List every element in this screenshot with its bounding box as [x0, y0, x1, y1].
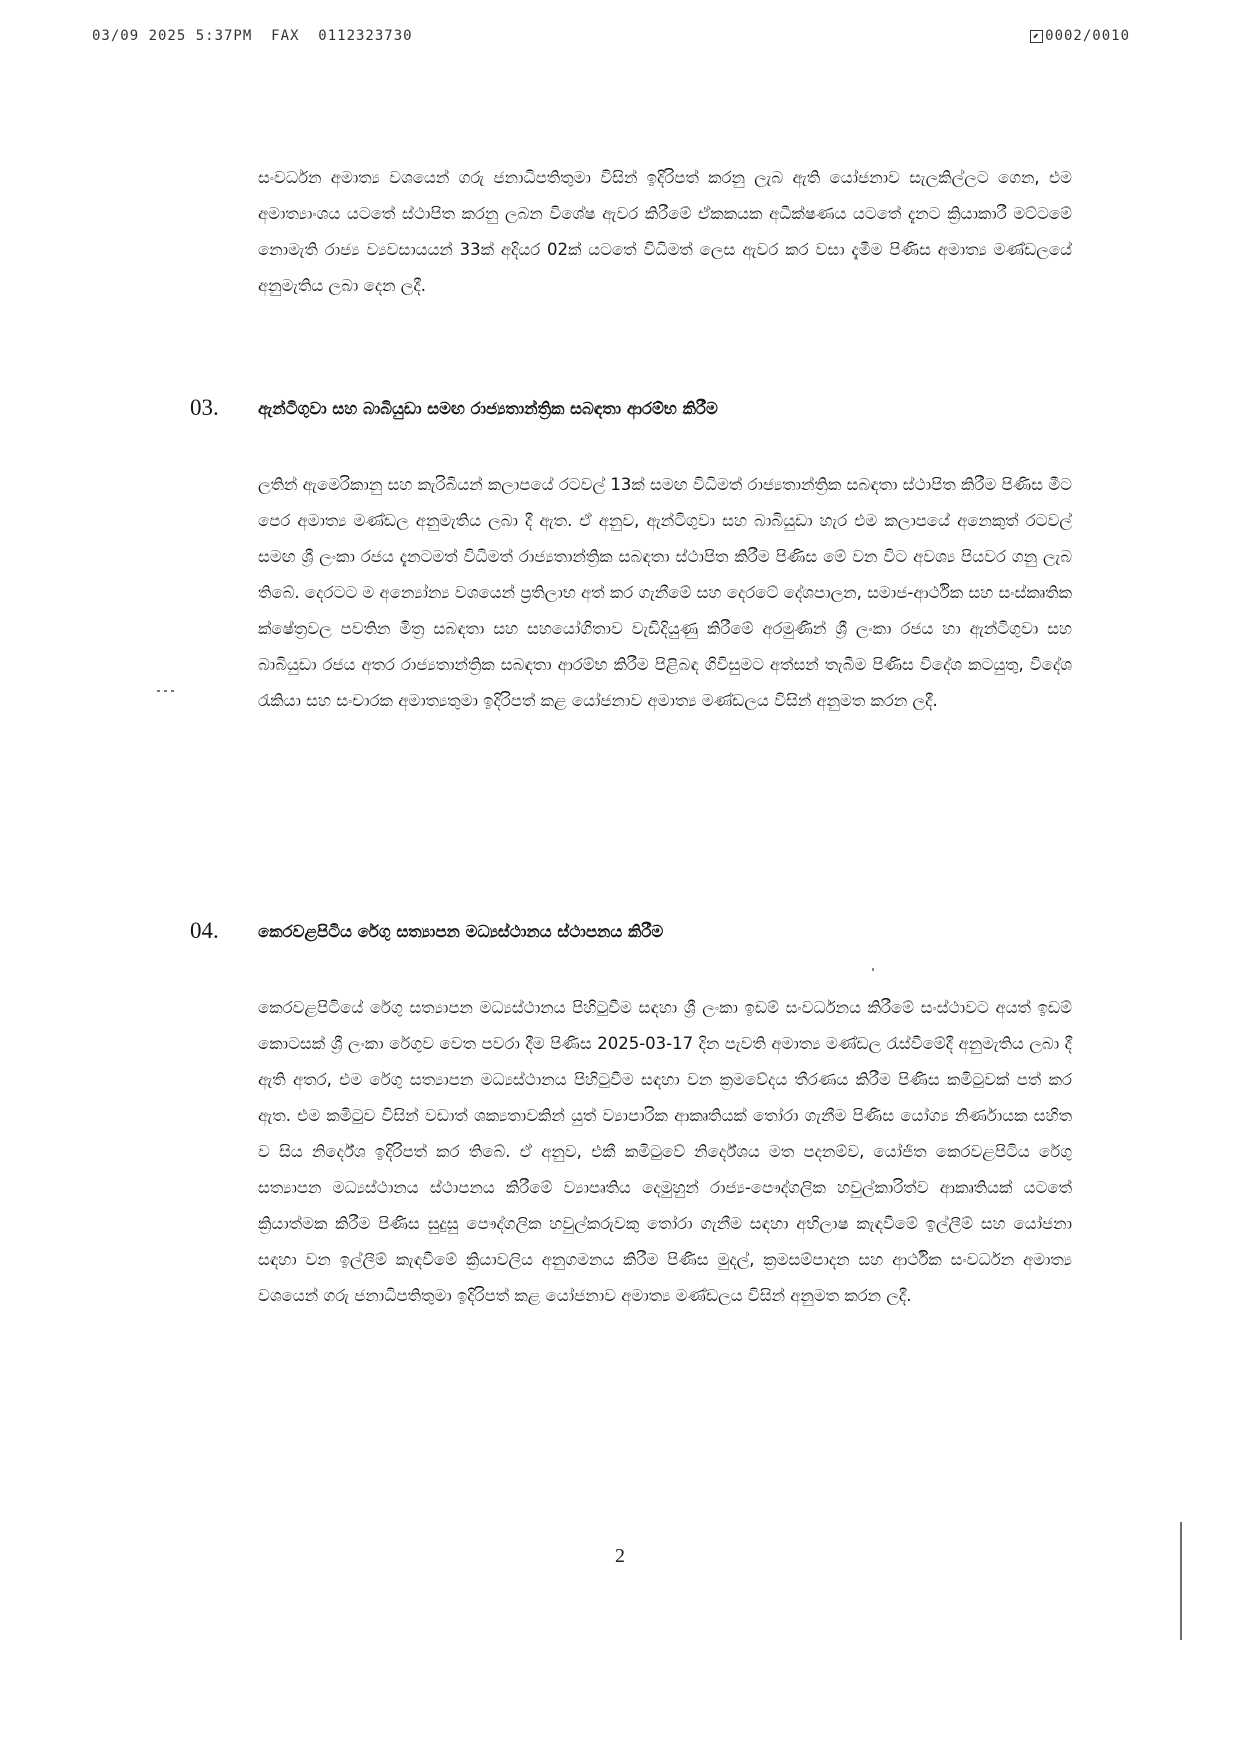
intro-paragraph: සංවර්ධන අමාත්‍ය වශයෙන් ගරු ජනාධිපතිතුමා විසින් ඉදිරිපත් කරනු ලැබ ඇති යෝජනාව සැලකිල්ලට ගෙන, එම අමාත්‍යාංශය යටතේ ස්ථාපිත කරනු ලබන විශේෂ ඇවර කිරීමේ ඒකකයක අධීක්ෂණය යටතේ දැනට ක්‍රියාකාරී මට්ටමේ නොමැති රාජ්‍ය ව්‍යවසායයන් 33ක් අදියර 02ක් යටතේ විධිමත් ලෙස ඇවර කර වසා දැමීම පිණිස අමාත්‍ය මණ්ඩලයේ අනුමැතිය ලබා දෙන ලදී. [258, 168, 1072, 295]
fax-transmission-line: 03/09 2025 5:37PM FAX 0112323730 [92, 28, 413, 44]
section-title: ඇන්ටිගුවා සහ බාබියුඩා සමඟ රාජ්‍යතාන්ත්‍රික සබඳතා ආරම්භ කිරීම [258, 399, 718, 418]
section-number: 04. [190, 918, 219, 943]
fax-header [0, 28, 1240, 52]
checkbox-icon [1030, 30, 1043, 43]
page-number: 2 [615, 1545, 625, 1567]
section-title: කෙරවළපිටිය රේගු සත්‍යාපන මධ්‍යස්ථානය ස්ථාපනය කිරීම [258, 922, 664, 941]
section-body: කෙරවළපිටියේ රේගු සත්‍යාපන මධ්‍යස්ථානය පිහිටුවීම සඳහා ශ්‍රී ලංකා ඉඩම් සංවර්ධනය කිරීමේ සංස්ථාවට අයත් ඉඩම් කොටසක් ශ්‍රී ලංකා රේගුව වෙත පවරා දීම පිණිස 2025-03-17 දින පැවති අමාත්‍ය මණ්ඩල රැස්වීමේදී අනුමැතිය ලබා දී ඇති අතර, එම රේගු සත්‍යාපන මධ්‍යස්ථානය පිහිටුවීම සඳහා වන ක්‍රමවේදය තීරණය කිරීම පිණිස කමිටුවක් පත් කර ඇත. එම කමිටුව විසින් වඩාත් ශක්‍යතාවකින් යුත් ව්‍යාපාරික ආකෘතියක් තෝරා ගැනීම පිණිස යෝග්‍ය නිර්ණායක සහිත ව සිය නිර්දේශ ඉදිරිපත් කර තිබේ. ඒ අනුව, එකී කමිටුවේ නිර්දේශය මත පදනම්ව, යෝජිත කෙරවළපිටිය රේගු සත්‍යාපන මධ්‍යස්ථානය ස්ථාපනය කිරීමේ ව්‍යාපෘතිය දෙමුහුන් රාජ්‍ය-පෞද්ගලික හවුල්කාරිත්ව ආකෘතියක් යටතේ ක්‍රියාත්මක කිරීම පිණිස සුදුසු පෞද්ගලික හවුල්කරුවකු තෝරා ගැනීම සඳහා අභිලාෂ කැඳවීමේ ඉල්ලීම් සහ යෝජනා සඳහා වන ඉල්ලීම් කැඳවීමේ ක්‍රියාවලිය අනුගමනය කිරීම පිණිස මුදල්, ක්‍රමසම්පාදන සහ ආර්ථික සංවර්ධන අමාත්‍ය වශයෙන් ගරු ජනාධිපතිතුමා ඉදිරිපත් කළ යෝජනාව අමාත්‍ය මණ්ඩලය විසින් අනුමත කරන ලදී. [258, 998, 1072, 1305]
fax-page-counter [1030, 28, 1130, 44]
scan-artifact [1180, 1522, 1182, 1640]
scan-artifact [872, 968, 874, 971]
section-body: ලතින් ඇමෙරිකානු සහ කැරිබියන් කලාපයේ රටවල් 13ක් සමඟ විධිමත් රාජ්‍යතාන්ත්‍රික සබඳතා ස්ථාපිත කිරීම පිණිස මීට පෙර අමාත්‍ය මණ්ඩල අනුමැතිය ලබා දී ඇත. ඒ අනුව, ඇන්ටිගුවා සහ බාබියුඩා හැර එම කලාපයේ අනෙකුත් රටවල් සමඟ ශ්‍රී ලංකා රජය දැනටමත් විධිමත් රාජ්‍යතාන්ත්‍රික සබඳතා ස්ථාපිත කිරීම පිණිස මේ වන විට අවශ්‍ය පියවර ගනු ලැබ තිබේ. දෙරටට ම අන්‍යෝන්‍ය වශයෙන් ප්‍රතිලාභ අත් කර ගැනීමේ සහ දෙරටේ දේශපාලන, සමාජ-ආර්ථික සහ සංස්කෘතික ක්ෂේත්‍රවල පවතින මිත්‍ර සබඳතා සහ සහයෝගිතාව වැඩිදියුණු කිරීමේ අරමුණින් ශ්‍රී ලංකා රජය හා ඇන්ටිගුවා සහ බාබියුඩා රජය අතර රාජ්‍යතාන්ත්‍රික සබඳතා ආරම්භ කිරීම පිළිබඳ ගිවිසුමට අත්සන් තැබීම පිණිස විදේශ කටයුතු, විදේශ රැකියා සහ සංචාරක අමාත්‍යතුමා ඉදිරිපත් කළ යෝජනාව අමාත්‍ය මණ්ඩලය විසින් අනුමත කරන ලදී. [258, 475, 1072, 710]
section-number: 03. [190, 395, 219, 420]
scan-artifact [157, 690, 179, 694]
fax-page-count-text: 0002/0010 [1045, 28, 1130, 44]
